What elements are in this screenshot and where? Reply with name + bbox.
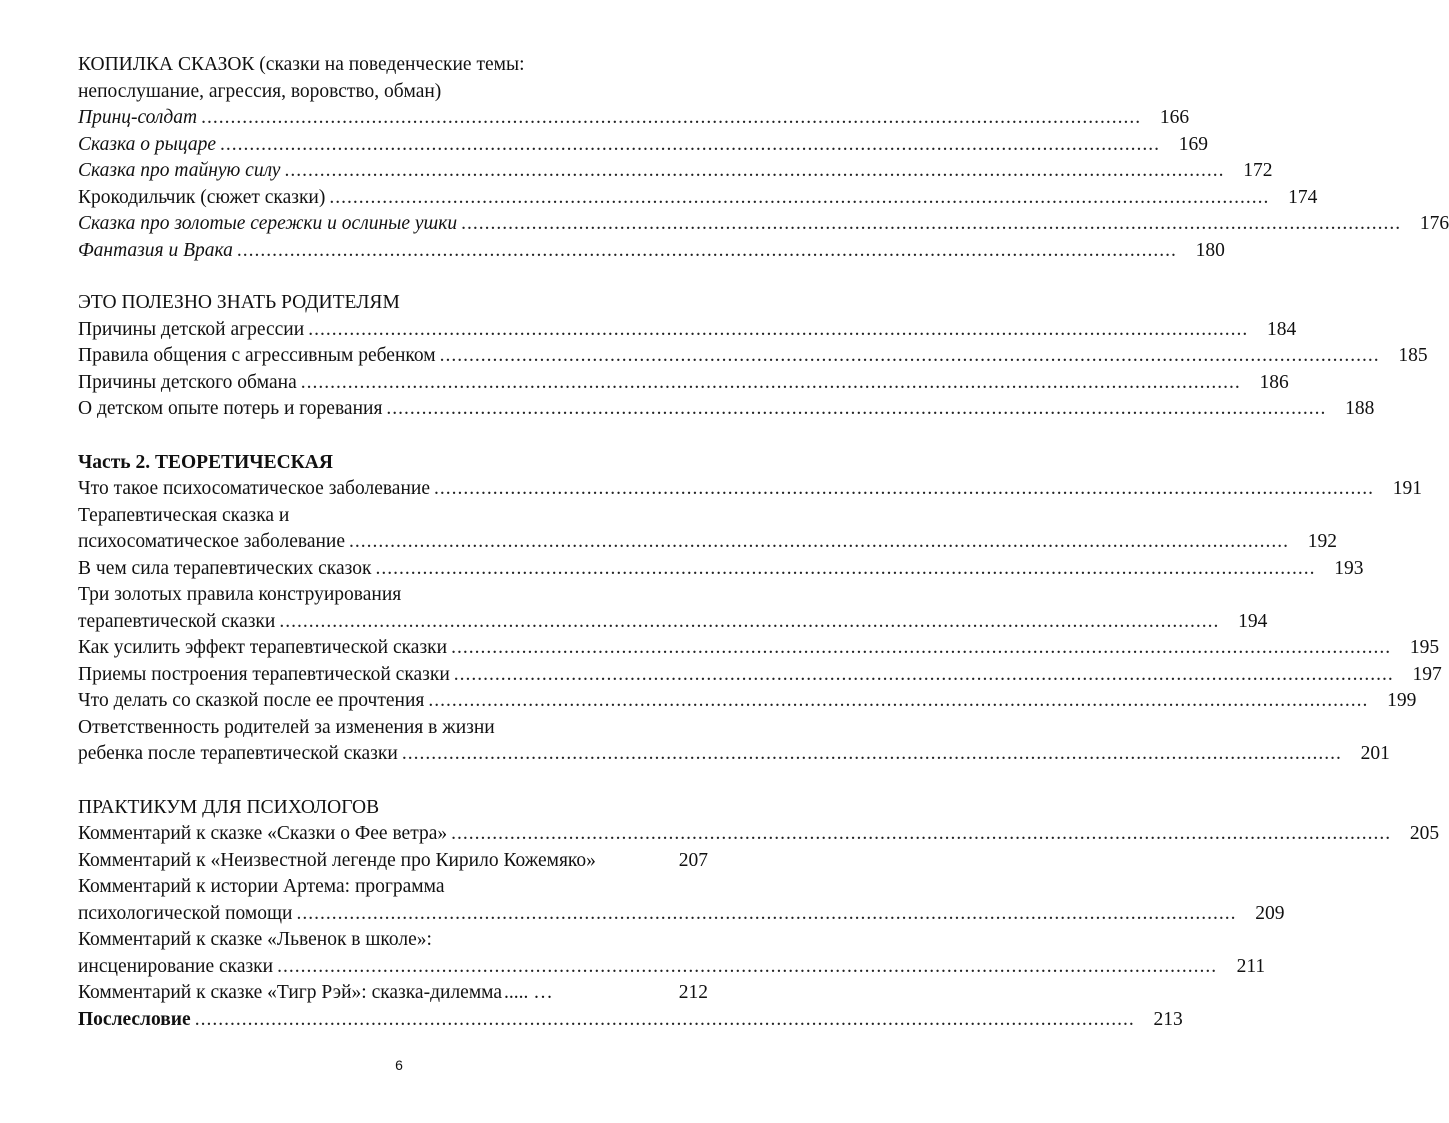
dot-leader: ................................................................................................................................................................	[349, 531, 1290, 552]
entry-title: инсценирование сказки	[78, 955, 274, 977]
section-spacer	[78, 423, 708, 450]
toc-entry[interactable]	[78, 370, 1289, 397]
toc-section-kopilka	[78, 52, 1449, 264]
toc-entry[interactable]	[78, 476, 1422, 503]
entry-title: Сказка про золотые сережки и ослиные ушки	[78, 213, 458, 234]
dot-leader: ................................................................................................................................................................	[386, 398, 1327, 419]
entry-page-number: 211	[1236, 955, 1266, 977]
entry-page-number: 180	[1195, 239, 1225, 261]
dot-leader: ................................................................................................................................................................	[236, 239, 1177, 261]
dot-leader: ................................................................................................................................................................	[300, 371, 1241, 393]
toc-entry[interactable]	[78, 185, 1318, 212]
entry-title: Ответственность родителей за изменения в жизни	[78, 716, 495, 738]
entry-page-number: 212	[678, 982, 708, 1003]
section-title: Часть 2. ТЕОРЕТИЧЕСКАЯ	[78, 451, 333, 473]
entry-title: Комментарий к истории Артема: программа	[78, 876, 445, 897]
section-title: КОПИЛКА СКАЗОК (сказки на поведенческие темы:	[78, 54, 525, 75]
toc-entry[interactable]	[78, 396, 1375, 423]
dot-leader: ................................................................................................................................................................	[439, 345, 1380, 366]
toc-entry[interactable]	[78, 503, 1338, 556]
toc-entry[interactable]	[78, 874, 1285, 927]
toc-entry[interactable]	[78, 343, 1428, 370]
entry-title: Сказка про тайную силу	[78, 160, 281, 181]
entry-page-number: 201	[1360, 743, 1390, 764]
entry-page-number: 195	[1409, 637, 1440, 658]
entry-title: Комментарий к сказке «Сказки о Фее ветра»	[78, 823, 448, 844]
entry-title: ребенка после терапевтической сказки	[78, 743, 398, 764]
entry-title: Три золотых правила конструирования	[78, 584, 402, 605]
dot-leader: ................................................................................................................................................................	[375, 557, 1316, 579]
toc-section-praktikum	[78, 795, 1440, 1034]
entry-title: Как усилить эффект терапевтической сказки	[78, 637, 448, 658]
dot-leader: ................................................................................................................................................................	[329, 186, 1270, 208]
toc-entry[interactable]	[78, 238, 1225, 265]
toc-entry[interactable]	[78, 980, 708, 1007]
entry-page-number: 197	[1412, 663, 1442, 685]
toc-entry[interactable]	[78, 158, 1273, 185]
entry-page-number: 166	[1159, 107, 1190, 128]
entry-title: Что делать со сказкой после ее прочтения	[78, 690, 425, 711]
dot-leader: ................................................................................................................................................................	[308, 318, 1249, 340]
toc-entry[interactable]	[78, 821, 1440, 848]
entry-page-number: 209	[1255, 902, 1285, 924]
table-of-contents	[78, 52, 1449, 1033]
dot-leader: ................................................................................................................................................................	[277, 955, 1218, 977]
entry-title: Комментарий к сказке «Львенок в школе»:	[78, 929, 432, 950]
section-title: ЭТО ПОЛЕЗНО ЗНАТЬ РОДИТЕЛЯМ	[78, 292, 400, 313]
dot-leader: ................................................................................................................................................................	[279, 610, 1220, 632]
entry-page-number: 191	[1392, 478, 1422, 499]
entry-title: Приемы построения терапевтической сказки	[78, 663, 450, 685]
entry-page-number: 185	[1398, 345, 1428, 366]
entry-title: О детском опыте потерь и горевания	[78, 398, 383, 419]
entry-title: терапевтической сказки	[78, 610, 276, 632]
toc-entry[interactable]	[78, 1007, 1183, 1034]
entry-page-number: 213	[1153, 1008, 1183, 1030]
dot-leader: ................................................................................................................................................................	[201, 107, 1142, 128]
entry-title: Причины детской агрессии	[78, 318, 305, 340]
entry-page-number: 188	[1345, 398, 1375, 419]
dot-leader: ................................................................................................................................................................	[453, 663, 1394, 685]
toc-entry[interactable]	[78, 132, 1208, 159]
entry-title: Причины детского обмана	[78, 371, 297, 393]
dot-leader: ................................................................................................................................................................	[451, 637, 1392, 658]
entry-title: психосоматическое заболевание	[78, 531, 346, 552]
dot-leader: ................................................................................................................................................................	[220, 133, 1160, 155]
entry-page-number: 186	[1259, 371, 1289, 393]
section-title: непослушание, агрессия, воровство, обман)	[78, 80, 442, 102]
entry-leader: ..... …	[504, 982, 553, 1003]
toc-entry[interactable]	[78, 927, 1266, 980]
entry-title: Что такое психосоматическое заболевание	[78, 478, 430, 499]
page-number: 6	[395, 1057, 403, 1073]
entry-title: Крокодильчик (сюжет сказки)	[78, 186, 326, 208]
entry-page-number: 174	[1288, 186, 1318, 208]
entry-title: Правила общения с агрессивным ребенком	[78, 345, 436, 366]
entry-page-number: 184	[1266, 318, 1297, 340]
entry-page-number: 193	[1334, 557, 1364, 579]
entry-page-number: 192	[1307, 531, 1338, 552]
dot-leader: ................................................................................................................................................................	[284, 160, 1225, 181]
entry-title: психологической помощи	[78, 902, 293, 924]
entry-page-number: 194	[1238, 610, 1268, 632]
entry-page-number: 169	[1178, 133, 1208, 155]
entry-page-number: 207	[678, 849, 708, 871]
toc-entry[interactable]	[78, 848, 708, 875]
entry-page-number: 172	[1243, 160, 1273, 181]
entry-title: Фантазия и Врака	[78, 239, 233, 261]
dot-leader: ................................................................................................................................................................	[434, 478, 1374, 499]
entry-title: Комментарий к «Неизвестной легенде про Кирило Кожемяко»	[78, 849, 596, 871]
dot-leader: ................................................................................................................................................................	[428, 690, 1369, 711]
entry-title: Комментарий к сказке «Тигр Рэй»: сказка-дилемма	[78, 982, 503, 1003]
dot-leader: ................................................................................................................................................................	[296, 902, 1237, 924]
entry-title: Послесловие	[78, 1008, 191, 1030]
toc-entry[interactable]	[78, 105, 1190, 132]
toc-entry[interactable]	[78, 635, 1440, 662]
toc-entry[interactable]	[78, 662, 1442, 689]
toc-entry[interactable]	[78, 582, 1268, 635]
section-spacer	[78, 768, 708, 795]
toc-entry[interactable]	[78, 688, 1417, 715]
toc-entry[interactable]	[78, 317, 1297, 344]
section-title: ПРАКТИКУМ ДЛЯ ПСИХОЛОГОВ	[78, 796, 380, 818]
toc-entry[interactable]	[78, 211, 1449, 238]
entry-page-number: 205	[1409, 823, 1440, 844]
entry-page-number: 199	[1387, 690, 1417, 711]
entry-title: Принц-солдат	[78, 107, 198, 128]
dot-leader: ................................................................................................................................................................	[461, 213, 1402, 234]
entry-title: В чем сила терапевтических сказок	[78, 557, 372, 579]
entry-title: Сказка о рыцаре	[78, 133, 216, 155]
dot-leader: ................................................................................................................................................................	[401, 743, 1342, 764]
toc-entry[interactable]	[78, 715, 1390, 768]
toc-section-part2	[78, 450, 1442, 768]
toc-section-roditelyam	[78, 290, 1428, 423]
dot-leader: ................................................................................................................................................................	[194, 1008, 1135, 1030]
entry-title: Терапевтическая сказка и	[78, 504, 290, 526]
dot-leader: ................................................................................................................................................................	[451, 823, 1392, 844]
section-spacer	[78, 264, 708, 290]
entry-page-number: 176	[1419, 213, 1449, 234]
toc-entry[interactable]	[78, 556, 1364, 583]
